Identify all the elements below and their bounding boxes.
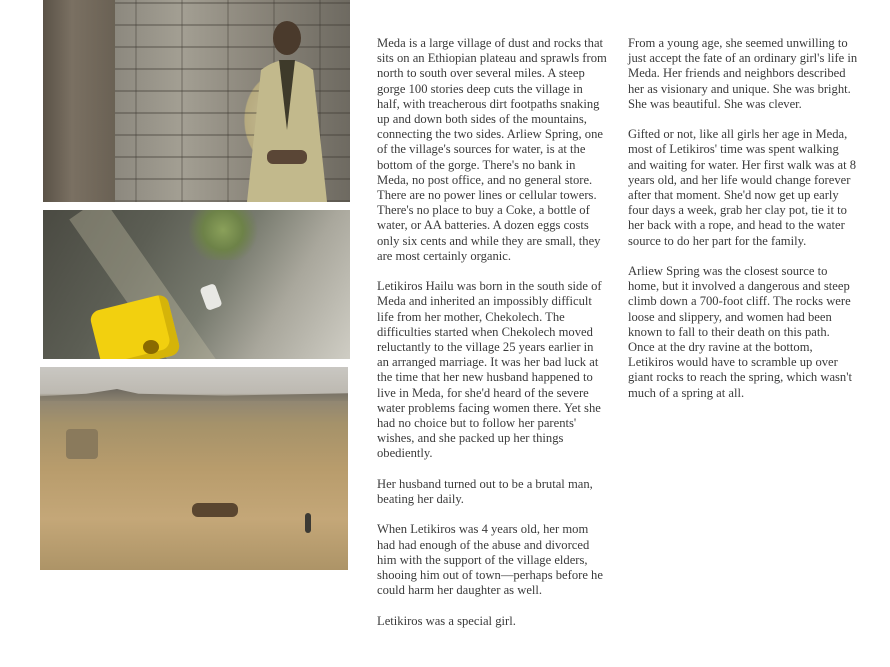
yellow-jerrycan bbox=[89, 293, 182, 359]
rock-pile bbox=[66, 429, 98, 459]
photo-water-source bbox=[43, 210, 350, 359]
photo-landscape bbox=[40, 367, 348, 570]
white-bottle bbox=[199, 283, 222, 311]
woman-figure bbox=[241, 10, 333, 202]
paragraph: Meda is a large village of dust and rocks that sits on an Ethiopian plateau and sprawls from north to south over several miles. A steep gorge 100 stories deep cuts the village in half, with treacherous dirt footpaths snaking up and down both sides of the mountains, connecting the two sides. Arliew Spring, one of the village's sources for water, is at the bottom of the gorge. There's no bank in Meda, no post office, and no general store. There are no power lines or cellular towers. There's no place to buy a Coke, a bottle of water, or AA batteries. A dozen eggs costs only six cents and while they are small, they are most certainly organic. bbox=[377, 36, 607, 263]
paragraph: Letikiros Hailu was born in the south side of Meda and inherited an impossibly difficult life from her mother, Chekolech. The difficulties started when Chekolech moved reluctantly to the village 25 years earlier in an arranged marriage. It was her bad luck at the time that her new husband happened to live in Meda, for she'd heard of the severe water problems facing women there. Yet she had no choice but to follow her parents' wishes, and she packed up her things obediently. bbox=[377, 279, 602, 461]
paragraph: Arliew Spring was the closest source to home, but it involved a dangerous and steep climb down a 700-foot cliff. The rocks were loose and slippery, and women had been known to fall to their death on this path. Once at the dry ravine at the bottom, Letikiros would have to scramble up over giant rocks to reach the spring, which wasn't much of a spring at all. bbox=[628, 264, 853, 400]
text-column-1 bbox=[377, 36, 607, 644]
text-column-2 bbox=[628, 36, 858, 416]
photo-woman-portrait bbox=[43, 0, 350, 202]
jerrycan-cap bbox=[143, 340, 159, 354]
paragraph: Letikiros was a special girl. bbox=[377, 613, 516, 628]
person-walking bbox=[305, 513, 311, 533]
paragraph: Gifted or not, like all girls her age in Meda, most of Letikiros' time was spent walking and waiting for water. Her first walk was at 8 years old, and her life would change forever after that moment. She'd now get up early four days a week, grab her clay pot, tie it to her back with a rope, and head to the water source to do her part for the family. bbox=[628, 127, 857, 248]
paragraph: When Letikiros was 4 years old, her mom had had enough of the abuse and divorced him with the support of the village elders, shooing him out of town—perhaps before he could harm her daughter as well. bbox=[377, 522, 603, 598]
plant-growth bbox=[183, 210, 263, 260]
wooden-door bbox=[43, 0, 115, 202]
donkeys bbox=[192, 503, 238, 517]
paragraph: From a young age, she seemed unwilling to just accept the fate of an ordinary girl's life in Meda. Her friends and neighbors described her as visionary and unique. She was bright. She was beautiful. She was clever. bbox=[628, 36, 858, 111]
paragraph: Her husband turned out to be a brutal man, beating her daily. bbox=[377, 476, 593, 507]
mountain-ridge bbox=[40, 389, 348, 401]
